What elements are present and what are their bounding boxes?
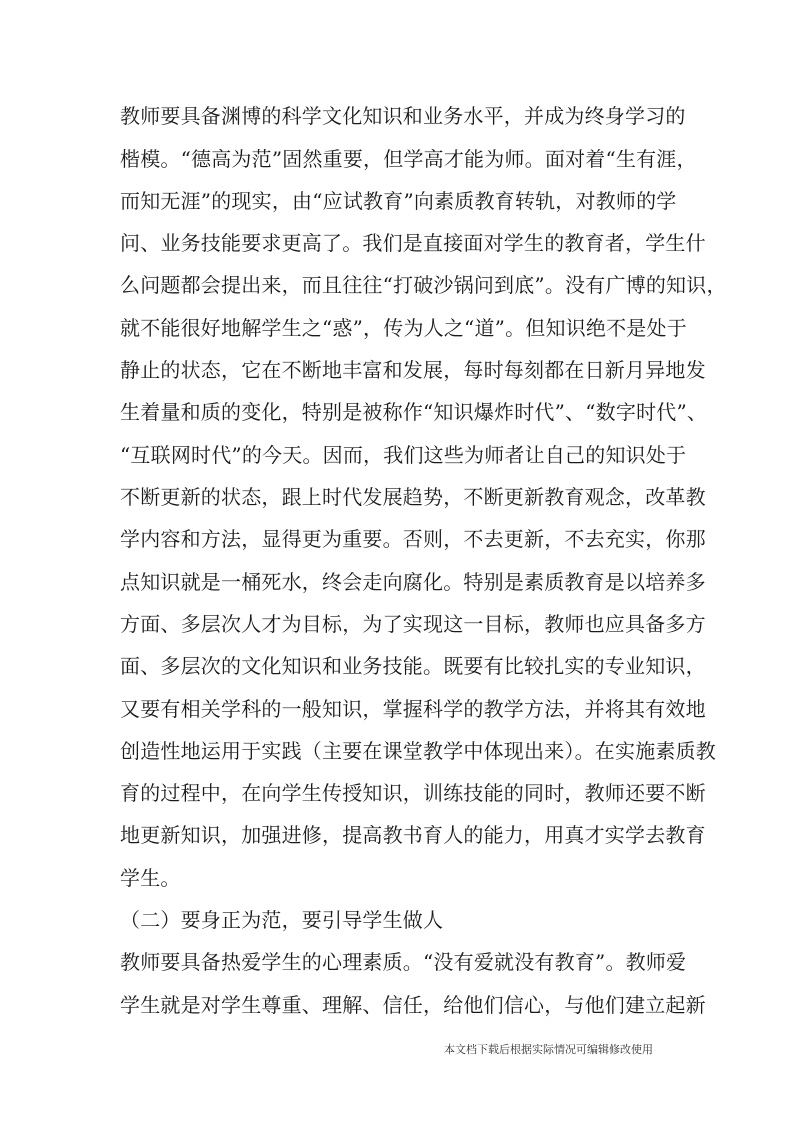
- paragraph-line: 教师要具备热爱学生的心理素质。“没有爱就没有教育”。教师爱: [120, 950, 687, 974]
- paragraph-line: 教师要具备渊博的科学文化知识和业务水平，并成为终身学习的: [120, 104, 686, 128]
- paragraph-line: 问、业务技能要求更高了。我们是直接面对学生的教育者，学生什: [120, 231, 706, 255]
- paragraph-line: 创造性地运用于实践（主要在课堂教学中体现出来）。在实施素质教: [120, 739, 716, 763]
- paragraph-line: 生着量和质的变化，特别是被称作“知识爆炸时代”、“数字时代”、: [120, 400, 708, 424]
- paragraph-line: 而知无涯”的现实，由“应试教育”向素质教育转轨，对教师的学: [120, 189, 677, 213]
- paragraph-line: 育的过程中，在向学生传授知识，训练技能的同时，教师还要不断: [120, 781, 706, 805]
- paragraph-line: 静止的状态，它在不断地丰富和发展，每时每刻都在日新月异地发: [120, 358, 706, 382]
- paragraph-line: 学生。: [120, 866, 181, 890]
- paragraph-line: 学内容和方法，显得更为重要。否则，不去更新，不去充实，你那: [120, 527, 706, 551]
- paragraph-line: 么问题都会提出来，而且往往“打破沙锅问到底”。没有广博的知识，: [120, 273, 727, 297]
- section-heading: （二）要身正为范，要引导学生做人: [120, 908, 444, 932]
- footer-note: 本文档下载后根据实际情况可编辑修改使用: [444, 1043, 653, 1056]
- paragraph-line: 不断更新的状态，跟上时代发展趋势，不断更新教育观念，改革教: [120, 485, 706, 509]
- paragraph-line: 方面、多层次人才为目标，为了实现这一目标，教师也应具备多方: [120, 612, 706, 636]
- paragraph-line: 点知识就是一桶死水，终会走向腐化。特别是素质教育是以培养多: [120, 570, 706, 594]
- paragraph-line: 学生就是对学生尊重、理解、信任，给他们信心，与他们建立起新: [120, 993, 706, 1017]
- paragraph-line: 又要有相关学科的一般知识，掌握科学的教学方法，并将其有效地: [120, 697, 706, 721]
- paragraph-line: 地更新知识，加强进修，提高教书育人的能力，用真才实学去教育: [120, 823, 706, 847]
- paragraph-line: 面、多层次的文化知识和业务技能。既要有比较扎实的专业知识，: [120, 654, 706, 678]
- paragraph-line: 楷模。“德高为范”固然重要，但学高才能为师。面对着“生有涯，: [120, 147, 697, 171]
- paragraph-line: 就不能很好地解学生之“惑”，传为人之“道”。但知识绝不是处于: [120, 316, 687, 340]
- paragraph-line: “互联网时代”的今天。因而，我们这些为师者让自己的知识处于: [120, 443, 687, 467]
